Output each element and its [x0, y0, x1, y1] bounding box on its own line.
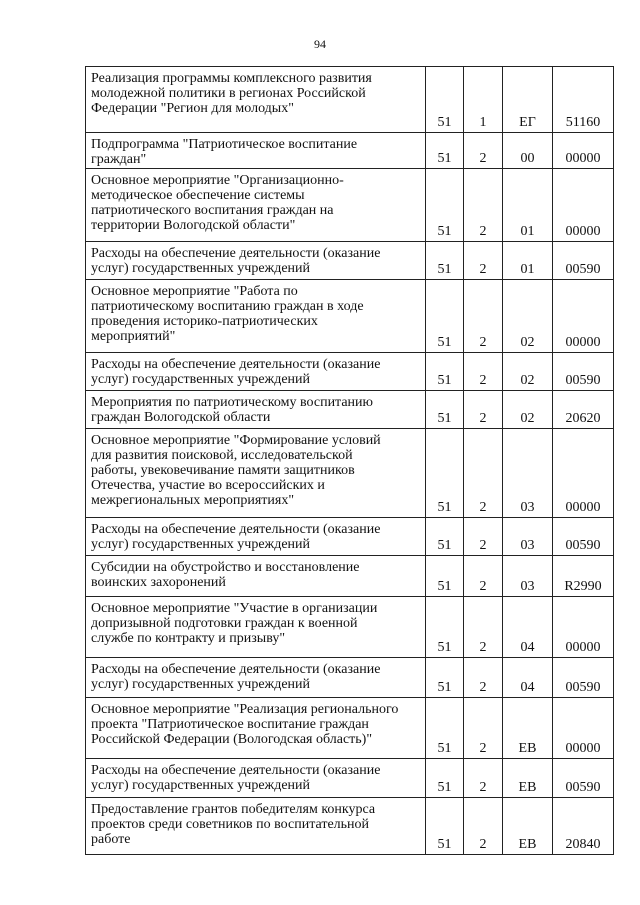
subprogram-code: 2 — [464, 429, 503, 518]
program-code: 51 — [426, 242, 464, 280]
program-code: 51 — [426, 658, 464, 698]
direction-code: 00000 — [553, 280, 614, 353]
row-name: Реализация программы комплексного развития молодежной политики в регионах Российской Федерации "Регион для молодых" — [86, 67, 426, 133]
direction-code: 00590 — [553, 658, 614, 698]
row-name: Расходы на обеспечение деятельности (оказание услуг) государственных учреждений — [86, 353, 426, 391]
direction-code: 20840 — [553, 798, 614, 855]
subprogram-code: 2 — [464, 658, 503, 698]
subprogram-code: 2 — [464, 353, 503, 391]
program-code: 51 — [426, 169, 464, 242]
row-name: Основное мероприятие "Формирование условий для развития поисковой, исследовательской работы, увековечивание памяти защитников Отечества, участие во всероссийских и межрегиональных мероприятиях" — [86, 429, 426, 518]
activity-code: 03 — [503, 556, 553, 597]
activity-code: 04 — [503, 658, 553, 698]
table-row — [86, 518, 614, 556]
activity-code: 04 — [503, 597, 553, 658]
table-row — [86, 133, 614, 169]
subprogram-code: 2 — [464, 169, 503, 242]
table-row — [86, 280, 614, 353]
table-row — [86, 759, 614, 798]
program-code: 51 — [426, 67, 464, 133]
activity-code: 02 — [503, 391, 553, 429]
activity-code: ЕВ — [503, 759, 553, 798]
activity-code: 01 — [503, 169, 553, 242]
direction-code: 00590 — [553, 759, 614, 798]
activity-code: 02 — [503, 280, 553, 353]
activity-code: 02 — [503, 353, 553, 391]
row-name: Мероприятия по патриотическому воспитанию граждан Вологодской области — [86, 391, 426, 429]
table-row — [86, 798, 614, 855]
subprogram-code: 2 — [464, 556, 503, 597]
row-name: Субсидии на обустройство и восстановление воинских захоронений — [86, 556, 426, 597]
row-name: Предоставление грантов победителям конкурса проектов среди советников по воспитательной работе — [86, 798, 426, 855]
direction-code: R2990 — [553, 556, 614, 597]
direction-code: 00590 — [553, 242, 614, 280]
activity-code: 03 — [503, 429, 553, 518]
program-code: 51 — [426, 556, 464, 597]
subprogram-code: 1 — [464, 67, 503, 133]
row-name: Основное мероприятие "Участие в организации допризывной подготовки граждан к военной службе по контракту и призыву" — [86, 597, 426, 658]
direction-code: 00000 — [553, 698, 614, 759]
program-code: 51 — [426, 518, 464, 556]
program-code: 51 — [426, 698, 464, 759]
table-row — [86, 353, 614, 391]
row-name: Основное мероприятие "Организационно- методическое обеспечение системы патриотического воспитания граждан на территории Вологодской области" — [86, 169, 426, 242]
row-name: Основное мероприятие "Работа по патриотическому воспитанию граждан в ходе проведения историко-патриотических мероприятий" — [86, 280, 426, 353]
subprogram-code: 2 — [464, 597, 503, 658]
row-name: Расходы на обеспечение деятельности (оказание услуг) государственных учреждений — [86, 242, 426, 280]
program-code: 51 — [426, 391, 464, 429]
subprogram-code: 2 — [464, 280, 503, 353]
program-code: 51 — [426, 429, 464, 518]
direction-code: 51160 — [553, 67, 614, 133]
row-name: Расходы на обеспечение деятельности (оказание услуг) государственных учреждений — [86, 518, 426, 556]
program-code: 51 — [426, 759, 464, 798]
subprogram-code: 2 — [464, 391, 503, 429]
activity-code: ЕГ — [503, 67, 553, 133]
activity-code: ЕВ — [503, 698, 553, 759]
subprogram-code: 2 — [464, 133, 503, 169]
table-row — [86, 67, 614, 133]
activity-code: ЕВ — [503, 798, 553, 855]
program-code: 51 — [426, 597, 464, 658]
table-row — [86, 429, 614, 518]
program-code: 51 — [426, 133, 464, 169]
activity-code: 03 — [503, 518, 553, 556]
table-row — [86, 556, 614, 597]
direction-code: 00000 — [553, 597, 614, 658]
subprogram-code: 2 — [464, 798, 503, 855]
row-name: Расходы на обеспечение деятельности (оказание услуг) государственных учреждений — [86, 759, 426, 798]
row-name: Основное мероприятие "Реализация регионального проекта "Патриотическое воспитание граждан Российской Федерации (Вологодская область)" — [86, 698, 426, 759]
table-row — [86, 391, 614, 429]
table-row — [86, 658, 614, 698]
subprogram-code: 2 — [464, 518, 503, 556]
direction-code: 00590 — [553, 518, 614, 556]
program-code: 51 — [426, 798, 464, 855]
activity-code: 00 — [503, 133, 553, 169]
subprogram-code: 2 — [464, 242, 503, 280]
table-row — [86, 698, 614, 759]
subprogram-code: 2 — [464, 698, 503, 759]
subprogram-code: 2 — [464, 759, 503, 798]
program-code: 51 — [426, 353, 464, 391]
program-code: 51 — [426, 280, 464, 353]
direction-code: 00000 — [553, 133, 614, 169]
activity-code: 01 — [503, 242, 553, 280]
page-number: 94 — [314, 37, 326, 51]
row-name: Расходы на обеспечение деятельности (оказание услуг) государственных учреждений — [86, 658, 426, 698]
direction-code: 00000 — [553, 429, 614, 518]
direction-code: 00000 — [553, 169, 614, 242]
direction-code: 20620 — [553, 391, 614, 429]
direction-code: 00590 — [553, 353, 614, 391]
table-row — [86, 169, 614, 242]
table-row — [86, 242, 614, 280]
budget-table — [85, 66, 614, 855]
table-row — [86, 597, 614, 658]
row-name: Подпрограмма "Патриотическое воспитание граждан" — [86, 133, 426, 169]
